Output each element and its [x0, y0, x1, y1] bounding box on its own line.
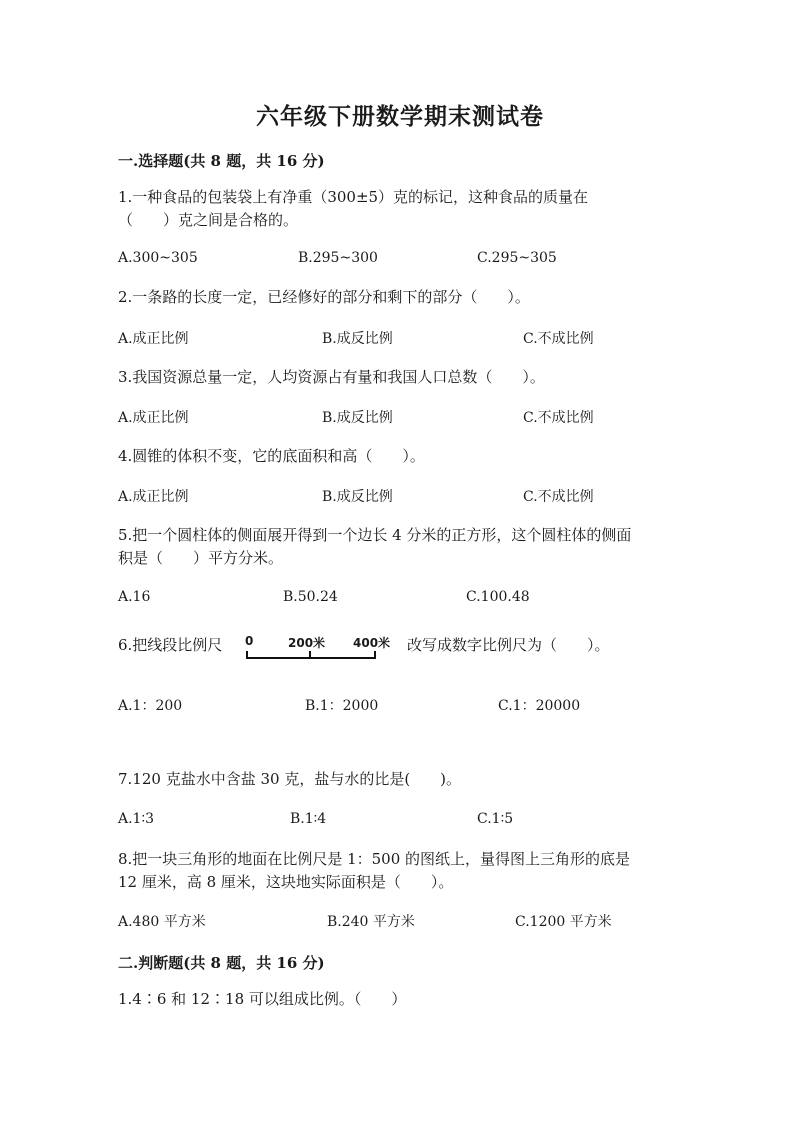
- question-5-line-2: 积是（ ）平方分米。: [118, 549, 284, 567]
- question-3: 3.我国资源总量一定，人均资源占有量和我国人口总数（ ）。: [118, 368, 545, 386]
- question-4: 4.圆锥的体积不变，它的底面积和高（ ）。: [118, 447, 425, 465]
- question-5-line-1: 5.把一个圆柱体的侧面展开得到一个边长 4 分米的正方形，这个圆柱体的侧面: [118, 526, 632, 544]
- judgement-question-1: 1.4∶6 和 12∶18 可以组成比例。（ ）: [118, 990, 407, 1008]
- q6-option-b[interactable]: B.1：2000: [305, 698, 379, 714]
- q5-option-c[interactable]: C.100.48: [466, 589, 530, 605]
- section-heading-judgement: 二.判断题(共 8 题，共 16 分): [118, 954, 325, 972]
- q7-option-a[interactable]: A.1∶3: [118, 811, 155, 827]
- section-heading-choice: 一.选择题(共 8 题，共 16 分): [118, 152, 325, 170]
- question-7: 7.120 克盐水中含盐 30 克，盐与水的比是( )。: [118, 770, 462, 788]
- q7-option-c[interactable]: C.1∶5: [477, 811, 514, 827]
- scale-label-200: 200米: [288, 636, 326, 650]
- q1-option-b[interactable]: B.295~300: [298, 250, 378, 266]
- question-1-line-1: 1.一种食品的包装袋上有净重（300±5）克的标记，这种食品的质量在: [118, 188, 589, 206]
- question-6-prefix: 6.把线段比例尺: [118, 636, 223, 654]
- line-scale-diagram: [240, 632, 398, 668]
- question-8-line-2: 12 厘米，高 8 厘米，这块地实际面积是（ ）。: [118, 873, 454, 891]
- q3-option-a[interactable]: A.成正比例: [118, 410, 189, 426]
- q8-option-b[interactable]: B.240 平方米: [327, 914, 415, 930]
- q6-option-a[interactable]: A.1：200: [118, 698, 183, 714]
- q2-option-a[interactable]: A.成正比例: [118, 331, 189, 347]
- question-1: [118, 186, 678, 232]
- q6-option-c[interactable]: C.1：20000: [498, 698, 581, 714]
- q3-option-c[interactable]: C.不成比例: [523, 410, 594, 426]
- scale-label-0: 0: [245, 634, 254, 648]
- q4-option-b[interactable]: B.成反比例: [322, 489, 393, 505]
- question-2: 2.一条路的长度一定，已经修好的部分和剩下的部分（ ）。: [118, 288, 530, 306]
- page-title: 六年级下册数学期末测试卷: [256, 103, 544, 130]
- scale-bar: [240, 632, 398, 668]
- q2-option-b[interactable]: B.成反比例: [322, 331, 393, 347]
- q4-option-a[interactable]: A.成正比例: [118, 489, 189, 505]
- q1-option-a[interactable]: A.300~305: [118, 250, 198, 266]
- q4-option-c[interactable]: C.不成比例: [523, 489, 594, 505]
- q8-option-a[interactable]: A.480 平方米: [118, 914, 206, 930]
- q5-option-b[interactable]: B.50.24: [283, 589, 338, 605]
- q2-option-c[interactable]: C.不成比例: [523, 331, 594, 347]
- question-8: [118, 848, 678, 894]
- question-6-suffix: 改写成数字比例尺为（ ）。: [407, 636, 610, 654]
- scale-label-400: 400米: [353, 636, 391, 650]
- q5-option-a[interactable]: A.16: [118, 589, 151, 605]
- q7-option-b[interactable]: B.1∶4: [290, 811, 327, 827]
- q8-option-c[interactable]: C.1200 平方米: [515, 914, 612, 930]
- q3-option-b[interactable]: B.成反比例: [322, 410, 393, 426]
- question-1-line-2: （ ）克之间是合格的。: [118, 211, 299, 229]
- question-8-line-1: 8.把一块三角形的地面在比例尺是 1：500 的图纸上，量得图上三角形的底是: [118, 850, 631, 868]
- q1-option-c[interactable]: C.295~305: [477, 250, 557, 266]
- question-5: [118, 524, 678, 570]
